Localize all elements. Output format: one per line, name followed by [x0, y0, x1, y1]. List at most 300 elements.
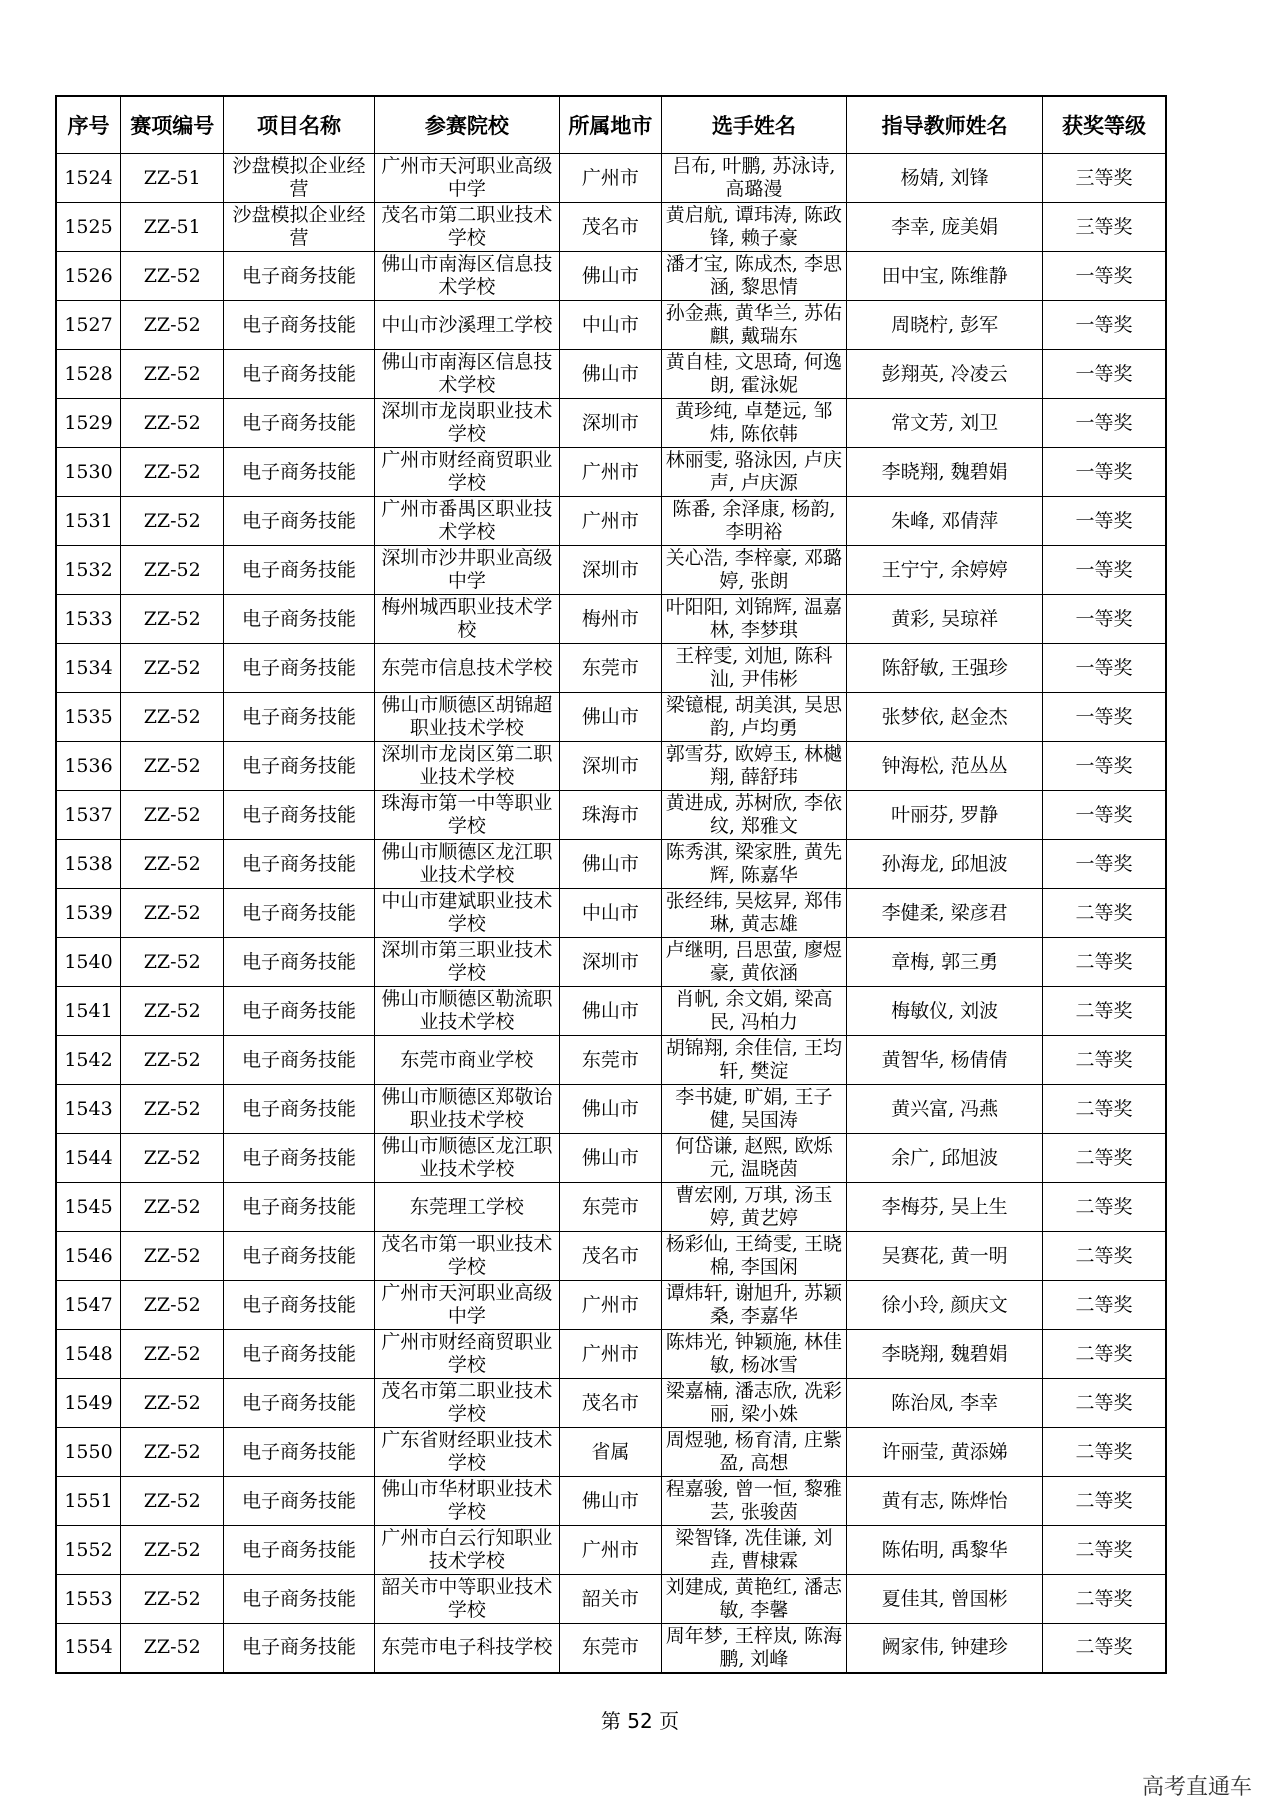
cell-city-text: 中山市 [581, 901, 639, 924]
cell-city-text: 东莞市 [581, 656, 639, 679]
cell-index [56, 1477, 121, 1526]
cell-project-name-text: 电子商务技能 [241, 313, 356, 336]
cell-contestants [661, 644, 847, 693]
cell-event-code [121, 350, 224, 399]
cell-index [56, 693, 121, 742]
cell-contestants-text: 刘建成, 黄艳红, 潘志敏, 李馨 [665, 1576, 842, 1621]
cell-award-level [1042, 350, 1166, 399]
cell-instructors [847, 1134, 1043, 1183]
cell-school [374, 1281, 560, 1330]
cell-contestants-text: 梁镱棍, 胡美淇, 吴思韵, 卢均勇 [665, 694, 842, 739]
cell-instructors [847, 1281, 1043, 1330]
cell-contestants [661, 301, 847, 350]
cell-instructors [847, 644, 1043, 693]
cell-instructors [847, 693, 1043, 742]
cell-event-code [121, 1624, 224, 1673]
cell-school [374, 350, 560, 399]
cell-award-level [1042, 1428, 1166, 1477]
cell-event-code-text: ZZ-51 [143, 215, 201, 238]
cell-instructors-text: 李晓翔, 魏碧娟 [881, 460, 1008, 483]
cell-contestants [661, 1183, 847, 1232]
cell-instructors-text: 梅敏仪, 刘波 [891, 999, 999, 1022]
cell-school-text: 深圳市沙井职业高级中学 [381, 547, 553, 592]
cell-contestants [661, 154, 847, 203]
cell-award-level [1042, 693, 1166, 742]
cell-city [560, 791, 661, 840]
cell-index-text: 1537 [64, 803, 113, 826]
cell-school [374, 791, 560, 840]
cell-award-level [1042, 546, 1166, 595]
cell-instructors-text: 张梦依, 赵金杰 [881, 705, 1008, 728]
cell-project-name [224, 1281, 374, 1330]
cell-project-name [224, 938, 374, 987]
cell-city-text: 梅州市 [581, 607, 639, 630]
cell-city [560, 1379, 661, 1428]
cell-contestants-text: 孙金燕, 黄华兰, 苏佑麒, 戴瑞东 [665, 302, 842, 347]
header-project-name: 项目名称 [224, 96, 374, 154]
cell-contestants [661, 546, 847, 595]
cell-city [560, 693, 661, 742]
cell-school [374, 987, 560, 1036]
cell-index-text: 1554 [64, 1636, 113, 1659]
cell-event-code-text: ZZ-52 [143, 950, 201, 973]
cell-award-level [1042, 840, 1166, 889]
cell-city [560, 1036, 661, 1085]
cell-contestants [661, 938, 847, 987]
cell-project-name-text: 电子商务技能 [241, 950, 356, 973]
cell-award-level-text: 二等奖 [1075, 999, 1133, 1022]
cell-event-code-text: ZZ-52 [143, 1244, 201, 1267]
cell-event-code-text: ZZ-52 [143, 607, 201, 630]
cell-city-text: 珠海市 [581, 803, 639, 826]
cell-project-name [224, 546, 374, 595]
cell-contestants [661, 1624, 847, 1673]
cell-index-text: 1550 [64, 1440, 113, 1463]
header-city: 所属地市 [560, 96, 661, 154]
cell-index-text: 1535 [64, 705, 113, 728]
cell-school [374, 1085, 560, 1134]
cell-school-text: 佛山市南海区信息技术学校 [381, 351, 553, 396]
cell-index-text: 1532 [64, 558, 113, 581]
cell-project-name [224, 840, 374, 889]
cell-project-name-text: 电子商务技能 [241, 558, 356, 581]
cell-city-text: 东莞市 [581, 1636, 639, 1659]
cell-school-text: 梅州城西职业技术学校 [381, 596, 553, 641]
cell-city-text: 东莞市 [581, 1048, 639, 1071]
cell-event-code [121, 889, 224, 938]
cell-event-code [121, 1428, 224, 1477]
cell-instructors-text: 黄兴富, 冯燕 [891, 1097, 999, 1120]
cell-project-name-text: 沙盘模拟企业经营 [232, 204, 366, 249]
cell-instructors-text: 黄彩, 吴琼祥 [891, 607, 999, 630]
cell-index [56, 154, 121, 203]
cell-instructors-text: 阙家伟, 钟建珍 [881, 1636, 1008, 1659]
cell-city [560, 448, 661, 497]
cell-instructors [847, 203, 1043, 252]
cell-index [56, 399, 121, 448]
cell-school-text: 广州市番禺区职业技术学校 [381, 498, 553, 543]
cell-instructors-text: 周晓柠, 彭军 [891, 313, 999, 336]
cell-project-name [224, 1477, 374, 1526]
cell-project-name-text: 电子商务技能 [241, 1097, 356, 1120]
cell-contestants-text: 周年梦, 王梓岚, 陈海鹏, 刘峰 [665, 1624, 842, 1670]
cell-project-name [224, 1575, 374, 1624]
cell-award-level-text: 一等奖 [1075, 264, 1133, 287]
cell-event-code [121, 595, 224, 644]
cell-contestants [661, 399, 847, 448]
cell-instructors [847, 1036, 1043, 1085]
cell-school-text: 佛山市华材职业技术学校 [381, 1478, 553, 1523]
cell-city-text: 佛山市 [581, 852, 639, 875]
cell-contestants-text: 梁智锋, 冼佳谦, 刘垚, 曹棣霖 [675, 1527, 833, 1572]
cell-city-text: 广州市 [581, 460, 639, 483]
cell-city [560, 301, 661, 350]
cell-event-code-text: ZZ-52 [143, 656, 201, 679]
cell-award-level-text: 一等奖 [1075, 852, 1133, 875]
cell-contestants-text: 梁嘉楠, 潘志欣, 冼彩丽, 梁小姝 [665, 1380, 842, 1425]
cell-award-level-text: 二等奖 [1075, 1489, 1133, 1512]
cell-project-name [224, 1085, 374, 1134]
cell-school-text: 深圳市第三职业技术学校 [381, 939, 553, 984]
cell-award-level-text: 二等奖 [1075, 1342, 1133, 1365]
cell-instructors [847, 154, 1043, 203]
cell-city-text: 佛山市 [581, 999, 639, 1022]
cell-instructors-text: 李健柔, 梁彦君 [881, 901, 1008, 924]
cell-city [560, 1624, 661, 1673]
cell-project-name-text: 沙盘模拟企业经营 [232, 155, 366, 200]
cell-event-code-text: ZZ-52 [143, 803, 201, 826]
cell-contestants [661, 1428, 847, 1477]
cell-school-text: 珠海市第一中等职业学校 [381, 792, 553, 837]
table-row [56, 399, 1166, 448]
cell-school-text: 广东省财经职业技术学校 [381, 1429, 553, 1474]
cell-school-text: 东莞理工学校 [409, 1195, 524, 1218]
cell-instructors [847, 448, 1043, 497]
cell-contestants [661, 1526, 847, 1575]
table-row [56, 1477, 1166, 1526]
cell-event-code-text: ZZ-52 [143, 313, 201, 336]
cell-instructors-text: 常文芳, 刘卫 [891, 411, 999, 434]
table-row [56, 742, 1166, 791]
cell-project-name [224, 1232, 374, 1281]
cell-event-code [121, 693, 224, 742]
cell-award-level-text: 二等奖 [1075, 1636, 1133, 1659]
cell-event-code-text: ZZ-52 [143, 362, 201, 385]
cell-project-name-text: 电子商务技能 [241, 460, 356, 483]
cell-city-text: 东莞市 [581, 1195, 639, 1218]
cell-contestants [661, 791, 847, 840]
cell-school [374, 1624, 560, 1673]
cell-project-name-text: 电子商务技能 [241, 1636, 356, 1659]
cell-contestants-text: 张经纬, 吴炫昇, 郑伟琳, 黄志雄 [665, 890, 842, 935]
cell-award-level-text: 二等奖 [1075, 1146, 1133, 1169]
watermark-text: 高考直通车 [1141, 1775, 1252, 1800]
table-row [56, 1428, 1166, 1477]
cell-award-level [1042, 252, 1166, 301]
cell-contestants-text: 陈秀淇, 梁家胜, 黄先辉, 陈嘉华 [665, 841, 842, 886]
cell-event-code-text: ZZ-52 [143, 509, 201, 532]
cell-school [374, 595, 560, 644]
cell-project-name-text: 电子商务技能 [241, 509, 356, 532]
cell-event-code [121, 938, 224, 987]
cell-award-level [1042, 938, 1166, 987]
cell-project-name-text: 电子商务技能 [241, 1146, 356, 1169]
cell-city [560, 350, 661, 399]
cell-award-level-text: 二等奖 [1075, 1440, 1133, 1463]
cell-project-name [224, 1330, 374, 1379]
cell-index-text: 1546 [64, 1244, 113, 1267]
cell-instructors-text: 陈舒敏, 王强珍 [881, 656, 1008, 679]
cell-project-name [224, 644, 374, 693]
cell-instructors [847, 1232, 1043, 1281]
cell-city [560, 987, 661, 1036]
cell-city-text: 深圳市 [581, 411, 639, 434]
header-award-level: 获奖等级 [1042, 96, 1166, 154]
cell-index-text: 1553 [64, 1587, 113, 1610]
cell-contestants [661, 1330, 847, 1379]
cell-instructors-text: 黄有志, 陈烨怡 [881, 1489, 1008, 1512]
table-row [56, 301, 1166, 350]
cell-instructors-text: 杨婧, 刘锋 [900, 166, 989, 189]
cell-award-level-text: 二等奖 [1075, 1244, 1133, 1267]
table-row [56, 693, 1166, 742]
cell-contestants [661, 1477, 847, 1526]
cell-instructors [847, 1085, 1043, 1134]
cell-city-text: 韶关市 [581, 1587, 639, 1610]
cell-instructors-text: 钟海松, 范丛丛 [881, 754, 1008, 777]
cell-instructors-text: 彭翔英, 冷凌云 [881, 362, 1008, 385]
cell-project-name-text: 电子商务技能 [241, 1195, 356, 1218]
cell-project-name-text: 电子商务技能 [241, 1489, 356, 1512]
cell-index [56, 595, 121, 644]
cell-index-text: 1534 [64, 656, 113, 679]
cell-award-level [1042, 1477, 1166, 1526]
cell-city [560, 399, 661, 448]
cell-award-level-text: 一等奖 [1075, 460, 1133, 483]
cell-event-code-text: ZZ-52 [143, 705, 201, 728]
cell-instructors [847, 252, 1043, 301]
cell-index [56, 1624, 121, 1673]
cell-index [56, 546, 121, 595]
cell-project-name [224, 1526, 374, 1575]
cell-index-text: 1552 [64, 1538, 113, 1561]
cell-instructors-text: 王宁宁, 余婷婷 [881, 558, 1008, 581]
cell-index-text: 1540 [64, 950, 113, 973]
cell-city-text: 广州市 [581, 1293, 639, 1316]
cell-project-name [224, 742, 374, 791]
cell-school-text: 佛山市顺德区郑敬诒职业技术学校 [381, 1086, 553, 1131]
cell-project-name-text: 电子商务技能 [241, 852, 356, 875]
cell-city [560, 1134, 661, 1183]
cell-instructors [847, 497, 1043, 546]
cell-instructors-text: 吴赛花, 黄一明 [881, 1244, 1008, 1267]
cell-award-level-text: 三等奖 [1075, 215, 1133, 238]
cell-award-level-text: 二等奖 [1075, 1538, 1133, 1561]
cell-index-text: 1524 [64, 166, 113, 189]
cell-contestants-text: 黄启航, 谭玮涛, 陈政锋, 赖子豪 [665, 204, 842, 249]
cell-contestants [661, 252, 847, 301]
cell-project-name [224, 1379, 374, 1428]
cell-index-text: 1544 [64, 1146, 113, 1169]
cell-event-code [121, 840, 224, 889]
cell-event-code [121, 1330, 224, 1379]
cell-event-code-text: ZZ-52 [143, 1195, 201, 1218]
cell-index [56, 1134, 121, 1183]
cell-event-code-text: ZZ-52 [143, 999, 201, 1022]
cell-contestants-text: 郭雪芬, 欧婷玉, 林樾翔, 薛舒玮 [665, 743, 842, 788]
cell-award-level [1042, 1575, 1166, 1624]
cell-index [56, 987, 121, 1036]
cell-contestants-text: 林丽雯, 骆泳因, 卢庆声, 卢庆源 [665, 449, 842, 494]
cell-school [374, 742, 560, 791]
cell-award-level [1042, 448, 1166, 497]
cell-school-text: 茂名市第一职业技术学校 [381, 1233, 553, 1278]
cell-school-text: 佛山市顺德区胡锦超职业技术学校 [381, 694, 553, 739]
cell-city [560, 644, 661, 693]
cell-city-text: 广州市 [581, 166, 639, 189]
cell-city [560, 497, 661, 546]
cell-event-code [121, 301, 224, 350]
cell-instructors [847, 1477, 1043, 1526]
cell-project-name [224, 350, 374, 399]
award-table [55, 95, 1167, 1674]
cell-instructors-text: 叶丽芬, 罗静 [891, 803, 999, 826]
cell-project-name-text: 电子商务技能 [241, 901, 356, 924]
cell-index-text: 1526 [64, 264, 113, 287]
cell-contestants-text: 黄进成, 苏树欣, 李依纹, 郑雅文 [665, 792, 842, 837]
cell-city-text: 佛山市 [581, 1489, 639, 1512]
cell-city-text: 茂名市 [581, 1244, 639, 1267]
cell-school [374, 252, 560, 301]
cell-index-text: 1539 [64, 901, 113, 924]
cell-city-text: 佛山市 [581, 1097, 639, 1120]
cell-award-level [1042, 399, 1166, 448]
cell-contestants [661, 987, 847, 1036]
table-row [56, 350, 1166, 399]
cell-event-code [121, 448, 224, 497]
cell-city [560, 938, 661, 987]
cell-event-code-text: ZZ-52 [143, 1048, 201, 1071]
cell-event-code [121, 1477, 224, 1526]
cell-contestants [661, 1281, 847, 1330]
cell-project-name-text: 电子商务技能 [241, 411, 356, 434]
cell-contestants-text: 潘才宝, 陈成杰, 李思涵, 黎思情 [665, 253, 842, 298]
table-row [56, 1330, 1166, 1379]
cell-school-text: 深圳市龙岗职业技术学校 [381, 400, 553, 445]
cell-event-code [121, 1379, 224, 1428]
cell-project-name-text: 电子商务技能 [241, 1440, 356, 1463]
table-row [56, 546, 1166, 595]
cell-award-level-text: 一等奖 [1075, 509, 1133, 532]
cell-contestants [661, 350, 847, 399]
cell-project-name [224, 252, 374, 301]
cell-index-text: 1529 [64, 411, 113, 434]
cell-city [560, 1085, 661, 1134]
cell-index [56, 1281, 121, 1330]
cell-index [56, 1575, 121, 1624]
cell-contestants-text: 关心浩, 李梓豪, 邓璐婷, 张朗 [665, 547, 842, 592]
table-row [56, 1085, 1166, 1134]
table-row [56, 448, 1166, 497]
cell-award-level [1042, 154, 1166, 203]
header-index: 序号 [56, 96, 121, 154]
cell-contestants-text: 王梓雯, 刘旭, 陈科汕, 尹伟彬 [675, 645, 833, 690]
cell-school-text: 韶关市中等职业技术学校 [381, 1576, 553, 1621]
cell-project-name [224, 399, 374, 448]
cell-award-level [1042, 644, 1166, 693]
cell-contestants [661, 1232, 847, 1281]
cell-project-name [224, 889, 374, 938]
cell-project-name-text: 电子商务技能 [241, 1048, 356, 1071]
cell-instructors [847, 301, 1043, 350]
cell-award-level-text: 二等奖 [1075, 901, 1133, 924]
cell-school [374, 1477, 560, 1526]
cell-award-level [1042, 1281, 1166, 1330]
cell-project-name [224, 791, 374, 840]
table-row [56, 1624, 1166, 1673]
cell-contestants [661, 1134, 847, 1183]
cell-contestants [661, 889, 847, 938]
cell-school-text: 佛山市南海区信息技术学校 [381, 253, 553, 298]
cell-award-level [1042, 1085, 1166, 1134]
table-row [56, 1379, 1166, 1428]
cell-project-name-text: 电子商务技能 [241, 264, 356, 287]
cell-project-name [224, 987, 374, 1036]
cell-event-code-text: ZZ-52 [143, 558, 201, 581]
cell-city-text: 茂名市 [581, 1391, 639, 1414]
cell-project-name-text: 电子商务技能 [241, 1587, 356, 1610]
table-row [56, 1183, 1166, 1232]
cell-award-level [1042, 1624, 1166, 1673]
cell-index-text: 1548 [64, 1342, 113, 1365]
cell-award-level [1042, 1232, 1166, 1281]
cell-award-level [1042, 1183, 1166, 1232]
cell-award-level-text: 二等奖 [1075, 1097, 1133, 1120]
cell-index-text: 1533 [64, 607, 113, 630]
cell-instructors [847, 399, 1043, 448]
cell-school-text: 广州市天河职业高级中学 [381, 1282, 553, 1327]
cell-award-level [1042, 203, 1166, 252]
cell-project-name-text: 电子商务技能 [241, 999, 356, 1022]
cell-index-text: 1542 [64, 1048, 113, 1071]
cell-school [374, 154, 560, 203]
cell-index [56, 301, 121, 350]
cell-contestants-text: 何岱谦, 赵熙, 欧烁元, 温晓茵 [675, 1135, 833, 1180]
cell-index-text: 1551 [64, 1489, 113, 1512]
cell-contestants [661, 203, 847, 252]
cell-index [56, 448, 121, 497]
cell-city-text: 深圳市 [581, 950, 639, 973]
cell-index-text: 1528 [64, 362, 113, 385]
cell-school [374, 1134, 560, 1183]
cell-award-level-text: 一等奖 [1075, 656, 1133, 679]
cell-index [56, 1085, 121, 1134]
cell-event-code [121, 1281, 224, 1330]
cell-index-text: 1536 [64, 754, 113, 777]
cell-award-level-text: 一等奖 [1075, 803, 1133, 826]
cell-school-text: 东莞市电子科技学校 [381, 1636, 553, 1659]
cell-index [56, 1526, 121, 1575]
table-row [56, 1232, 1166, 1281]
cell-event-code-text: ZZ-52 [143, 1391, 201, 1414]
cell-award-level-text: 一等奖 [1075, 362, 1133, 385]
cell-award-level [1042, 1134, 1166, 1183]
cell-event-code-text: ZZ-52 [143, 1097, 201, 1120]
cell-instructors [847, 350, 1043, 399]
cell-award-level-text: 二等奖 [1075, 1195, 1133, 1218]
header-event-code: 赛项编号 [121, 96, 224, 154]
cell-contestants [661, 693, 847, 742]
